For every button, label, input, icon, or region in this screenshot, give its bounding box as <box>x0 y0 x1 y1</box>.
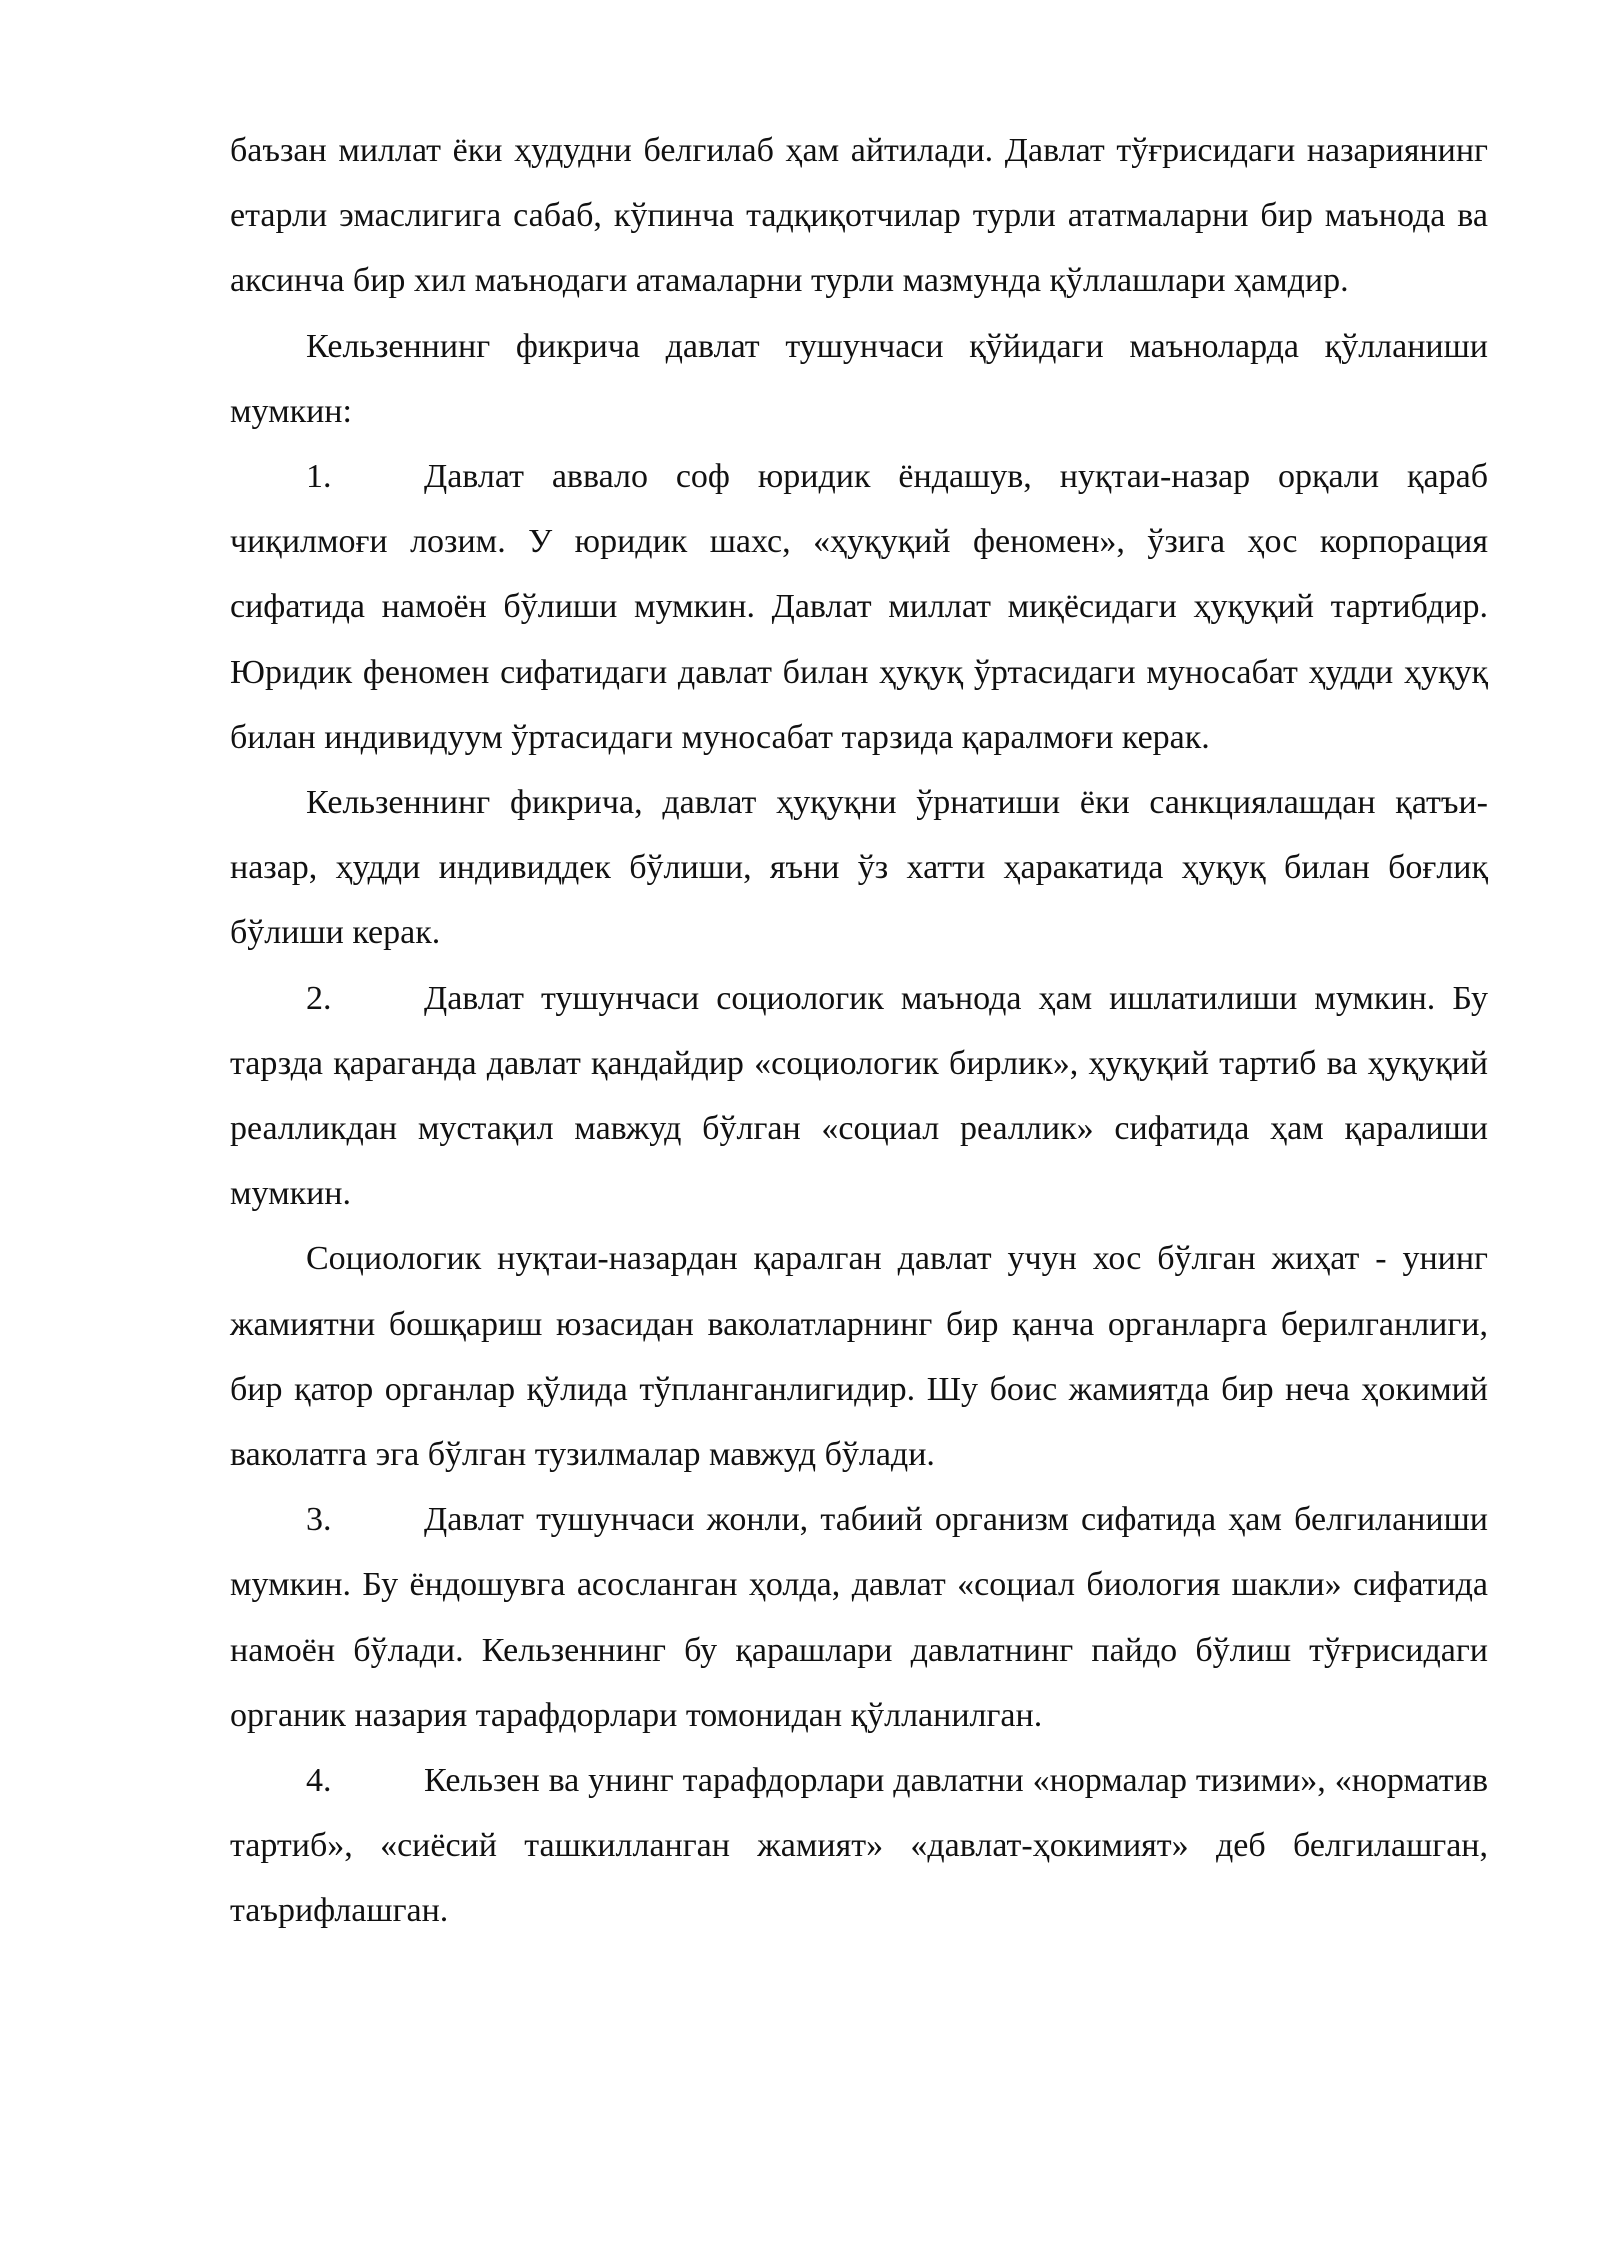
list-number: 3. <box>306 1501 332 1539</box>
document-body <box>230 118 1488 1944</box>
paragraph-kelsen-intro: Кельзеннинг фикрича давлат тушунчаси қўйидаги маъноларда қўлланиши мумкин: <box>230 327 1488 430</box>
paragraph-continuation: баъзан миллат ёки ҳудудни белгилаб ҳам айтилади. Давлат тўғрисидаги назариянинг етарли эмаслигига сабаб, кўпинча тадқиқотчилар турли ататмаларни бир маънода ва аксинча бир хил маънодаги атамаларни турли мазмунда қўллашлари ҳамдир. <box>230 132 1488 300</box>
list-item-3 <box>230 1487 1488 1748</box>
list-number: 4. <box>306 1762 332 1800</box>
list-number: 2. <box>306 979 332 1017</box>
list-item-1 <box>230 444 1488 770</box>
list-item-text: Кельзен ва унинг тарафдорлари давлатни «нормалар тизими», «норматив тартиб», «сиёсий ташкилланган жамият» «давлат-ҳокимият» деб белгилашган, таърифлашган. <box>230 1762 1488 1930</box>
list-number: 1. <box>306 458 332 496</box>
paragraph-kelsen-opinion: Кельзеннинг фикрича, давлат ҳуқуқни ўрнатиши ёки санкциялашдан қатъи-назар, ҳудди индивиддек бўлиши, яъни ўз хатти ҳаракатида ҳуқуқ билан боғлиқ бўлиши керак. <box>230 784 1488 952</box>
list-item-2 <box>230 966 1488 1227</box>
list-item-text: Давлат аввало соф юридик ёндашув, нуқтаи-назар орқали қараб чиқилмоғи лозим. У юридик шахс, «ҳуқуқий феномен», ўзига ҳос корпорация сифатида намоён бўлиши мумкин. Давлат миллат миқёсидаги ҳуқуқий тартибдир. Юридик феномен сифатидаги давлат билан ҳуқуқ ўртасидаги муносабат ҳудди ҳуқуқ билан индивидуум ўртасидаги муносабат тарзида қаралмоғи керак. <box>230 458 1488 756</box>
list-item-4 <box>230 1748 1488 1944</box>
paragraph-sociological: Социологик нуқтаи-назардан қаралган давлат учун хос бўлган жиҳат - унинг жамиятни бошқариш юзасидан ваколатларнинг бир қанча органларга берилганлиги, бир қатор органлар қўлида тўпланганлигидир. Шу боис жамиятда бир неча ҳокимий ваколатга эга бўлган тузилмалар мавжуд бўлади. <box>230 1240 1488 1474</box>
list-item-text: Давлат тушунчаси жонли, табиий организм сифатида ҳам белгиланиши мумкин. Бу ёндошувга асосланган ҳолда, давлат «социал биология шакли» сифатида намоён бўлади. Кельзеннинг бу қарашлари давлатнинг пайдо бўлиш тўғрисидаги органик назария тарафдорлари томонидан қўлланилган. <box>230 1501 1488 1734</box>
list-item-text: Давлат тушунчаси социологик маънода ҳам ишлатилиши мумкин. Бу тарзда қараганда давлат қандайдир «социологик бирлик», ҳуқуқий тартиб ва ҳуқуқий реалликдан мустақил мавжуд бўлган «социал реаллик» сифатида ҳам қаралиши мумкин. <box>230 979 1488 1213</box>
